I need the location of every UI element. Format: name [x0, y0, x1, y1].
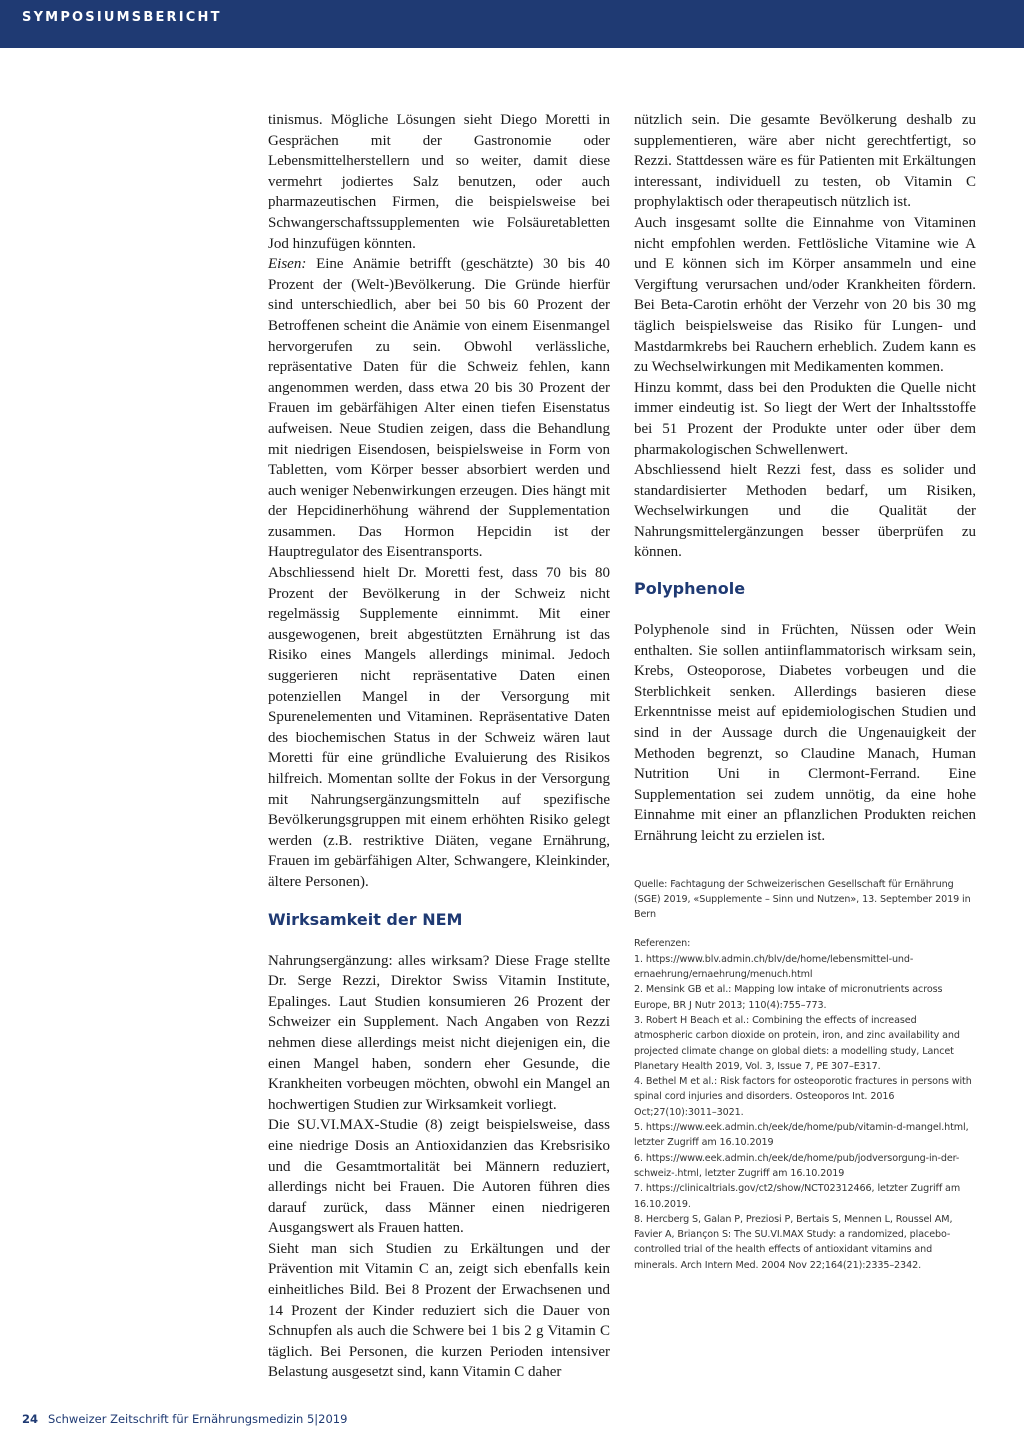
paragraph: Die SU.VI.MAX-Studie (8) zeigt beispielsweise, dass eine niedrige Dosis an Antioxidanzien das Krebsrisiko und die Gesamtmortalität bei Männern reduziert, allerdings nicht bei Frauen. Die Autoren führen dies darauf zurück, dass Männer einen niedrigeren Ausgangswert als Frauen hatten.: [268, 1117, 610, 1237]
reference-item: 6. https://www.eek.admin.ch/eek/de/home/pub/jodversorgung-in-der-schweiz-.html, letzter Zugriff am 16.10.2019: [634, 1152, 960, 1179]
paragraph: Abschliessend hielt Rezzi fest, dass es solider und standardisierter Methoden bedarf, um Risiken, Wechselwirkungen und die Qualität der Nahrungsmittelergänzungen besser überprüfen zu können.: [634, 462, 976, 561]
references-title: Referenzen:: [634, 938, 691, 950]
section-heading: Polyphenole: [634, 579, 746, 599]
paragraph-label: Eisen:: [268, 256, 307, 273]
page-footer: [22, 1412, 347, 1426]
paragraph: [268, 254, 610, 563]
right-column: [634, 110, 976, 1273]
page-number: 24: [22, 1412, 39, 1426]
reference-item: 2. Mensink GB et al.: Mapping low intake of micronutrients across Europe, BR J Nutr 2013; 110(4):755–773.: [634, 984, 943, 1011]
reference-list: [634, 952, 976, 1273]
paragraph: Nahrungsergänzung: alles wirksam? Diese Frage stellte Dr. Serge Rezzi, Direktor Swiss Vitamin Institute, Epalinges. Laut Studien konsumieren 26 Prozent der Schweizer ein Supplement. Nach Angaben von Rezzi nehmen diese allerdings meist nicht diejenigen ein, die einen Mangel haben, sondern eher Gesunde, die Krankheiten vorbeugen möchten, obwohl ein Mangel an hochwertigen Studien zur Wirksamkeit vorliegt.: [268, 952, 610, 1113]
paragraph: Auch insgesamt sollte die Einnahme von Vitaminen nicht empfohlen werden. Fettlösliche Vitamine wie A und E können sich im Körper ansammeln und eine Vergiftung verursachen und/oder Krankheiten fördern. Bei Beta-Carotin erhöht der Verzehr von 20 bis 30 mg täglich beispielsweise das Risiko für Lungen- und Mastdarmkrebs bei Rauchern erheblich. Zudem kann es zu Wechselwirkungen mit Medikamenten kommen.: [634, 214, 976, 376]
left-column: [268, 110, 610, 1383]
reference-item: 1. https://www.blv.admin.ch/blv/de/home/lebensmittel-und-ernaehrung/ernaehrung/menuch.html: [634, 953, 914, 981]
reference-item: 3. Robert H Beach et al.: Combining the effects of increased atmospheric carbon dioxide on protein, iron, and zinc availability and projected climate change on global diets: a modelling study, Lancet Planetary Health 2019, Vol. 3, Issue 7, PE 307–E317.: [634, 1014, 960, 1072]
paragraph: Abschliessend hielt Dr. Moretti fest, dass 70 bis 80 Prozent der Bevölkerung in der Schweiz nicht regelmässig Supplemente einnimmt. Mit einer ausgewogenen, breit abgestützten Ernährung ist das Risiko eines Mangels allerdings minimal. Jedoch suggerieren nicht repräsentative Daten einen potenziellen Mangel in der Versorgung mit Spurenelementen und Vitaminen. Repräsentative Daten des biochemischen Status in der Schweiz wären laut Moretti für eine gründliche Evaluierung des Risikos hilfreich. Momentan sollte der Fokus in der Versorgung mit Nahrungsergänzungsmitteln auf spezifische Bevölkerungsgruppen mit einem erhöhten Risiko gelegt werden (z.B. restriktive Diäten, vegane Ernährung, Frauen im gebärfähigen Alter, Schwangere, Kleinkinder, ältere Personen).: [268, 565, 610, 890]
source-note: [634, 877, 976, 923]
section-heading: Wirksamkeit der NEM: [268, 909, 463, 929]
reference-item: 4. Bethel M et al.: Risk factors for osteoporotic fractures in persons with spinal cord injuries and disorders. Osteoporos Int. 2016 Oct;27(10):3011–3021.: [634, 1076, 972, 1118]
paragraph: Hinzu kommt, dass bei den Produkten die Quelle nicht immer eindeutig ist. So liegt der Wert der Inhaltsstoffe bei 51 Prozent der Produkte unter oder über dem pharmakologischen Schwellenwert.: [634, 379, 976, 458]
paragraph: tinismus. Mögliche Lösungen sieht Diego Moretti in Gesprächen mit der Gastronomie oder Lebensmittelherstellern und so weiter, damit diese vermehrt jodiertes Salz benutzen, oder auch pharmazeutischen Firmen, die beispielsweise bei Schwangerschaftssupplementen wie Folsäuretabletten Jod hinzufügen könnten.: [268, 112, 610, 252]
paragraph: nützlich sein. Die gesamte Bevölkerung deshalb zu supplementieren, wäre aber nicht gerechtfertigt, so Rezzi. Stattdessen wäre es für Patienten mit Erkältungen interessant, individuell zu testen, ob Vitamin C prophylaktisch oder therapeutisch nützlich ist.: [634, 112, 976, 211]
source-text: Quelle: Fachtagung der Schweizerischen Gesellschaft für Ernährung (SGE) 2019, «Supplemente – Sinn und Nutzen», 13. September 2019 in Bern: [634, 878, 971, 921]
section-title: SYMPOSIUMSBERICHT: [22, 10, 222, 25]
paragraph: Sieht man sich Studien zu Erkältungen und der Prävention mit Vitamin C an, zeigt sich ebenfalls kein einheitliches Bild. Bei 8 Prozent der Erwachsenen und 14 Prozent der Kinder reduziert sich die Dauer von Schnupfen als auch die Schwere bei 1 bis 2 g Vitamin C täglich. Bei Personen, die kurzen Perioden intensiver Belastung ausgesetzt sind, kann Vitamin C daher: [268, 1240, 610, 1381]
references: [634, 936, 976, 1273]
reference-item: 7. https://clinicaltrials.gov/ct2/show/NCT02312466, letzter Zugriff am 16.10.2019.: [634, 1183, 961, 1210]
paragraph: Polyphenole sind in Früchten, Nüssen oder Wein enthalten. Sie sollen antiinflammatorisch wirksam sein, Krebs, Osteoporose, Diabetes vorbeugen und die Sterblichkeit senken. Allerdings basieren diese Erkenntnisse meist auf epidemiologischen Studien und sind in der Aussage durch die Ungenauigkeit der Methoden begrenzt, so Claudine Manach, Human Nutrition Uni in Clermont-Ferrand. Eine Supplementation sei zudem unnötig, da eine hohe Einnahme mit einer an pflanzlichen Produkten reichen Ernährung leicht zu erzielen ist.: [634, 622, 976, 844]
paragraph-text: Eine Anämie betrifft (geschätzte) 30 bis 40 Prozent der (Welt-)Bevölkerung. Die Gründe hierfür sind unterschiedlich, aber bei 50 bis 60 Prozent der Betroffenen scheint die Anämie von einem Eisenmangel hervorgerufen zu sein. Obwohl verlässliche, repräsentative Daten für die Schweiz fehlen, kann angenommen werden, dass etwa 20 bis 30 Prozent der Frauen im gebärfähigen Alter einen tiefen Eisenstatus aufweisen. Neue Studien zeigen, dass die Behandlung mit niedrigen Eisendosen, beispielsweise in Form von Tabletten, vom Körper besser absorbiert werden und auch weniger Nebenwirkungen erzeugen. Dies hängt mit der Hepcidinerhöhung während der Supplementation zusammen. Das Hormon Hepcidin ist der Hauptregulator des Eisentransports.: [268, 256, 610, 561]
reference-item: 5. https://www.eek.admin.ch/eek/de/home/pub/vitamin-d-mangel.html, letzter Zugriff am 16.10.2019: [634, 1122, 969, 1149]
header-band: [0, 0, 1024, 48]
reference-item: 8. Hercberg S, Galan P, Preziosi P, Bertais S, Mennen L, Roussel AM, Favier A, Briançon S: The SU.VI.MAX Study: a randomized, placebo-controlled trial of the health effects of antioxidant vitamins and minerals. Arch Intern Med. 2004 Nov 22;164(21):2335–2342.: [634, 1213, 953, 1271]
journal-title: Schweizer Zeitschrift für Ernährungsmedizin 5|2019: [48, 1412, 348, 1426]
